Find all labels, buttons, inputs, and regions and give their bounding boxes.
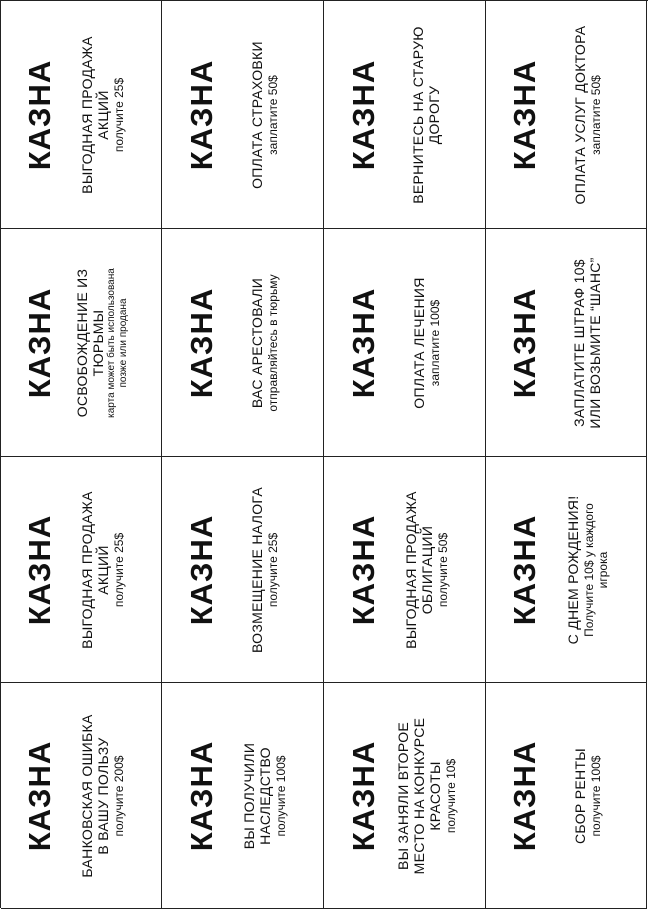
card-text: ЗАПЛАТИТЕ ШТРАФ 10$ ИЛИ ВОЗЬМИТЕ “ШАНС” (571, 256, 603, 429)
card-text: ОПЛАТА ЛЕЧЕНИЯ (410, 276, 426, 409)
card-text: ВЫГОДНАЯ ПРОДАЖА ОБЛИГАЦИЙ (402, 490, 434, 649)
card-body (543, 230, 631, 456)
card-text: ОПЛАТА СТРАХОВКИ (248, 40, 264, 189)
card-content (487, 685, 645, 907)
card-body (220, 685, 308, 907)
card-body (58, 459, 146, 681)
card-title: КАЗНА (183, 287, 219, 398)
card-title: КАЗНА (345, 740, 381, 851)
card-text: ОПЛАТА УСЛУГ ДОКТОРА (571, 25, 588, 204)
card-body (382, 685, 470, 907)
card-text: ОСВОБОЖДЕНИЕ ИЗ ТЮРЬМЫ (74, 268, 106, 417)
card (324, 1, 486, 229)
card (1, 683, 162, 909)
card-title: КАЗНА (345, 514, 381, 625)
card-text: ВЕРНИТЕСЬ НА СТАРУЮ ДОРОГУ (409, 25, 442, 204)
card-body (382, 230, 470, 456)
card-body (58, 685, 146, 907)
card-title: КАЗНА (507, 287, 542, 398)
card-title: КАЗНА (183, 740, 219, 851)
card-title: КАЗНА (507, 740, 542, 851)
card-amount: Получите 10$ у каждого игрока (581, 502, 610, 637)
card-body (58, 2, 146, 228)
card-note: карта может быть использована позже или продана (106, 267, 129, 418)
card-content (487, 459, 645, 681)
card-text: ВОЗМЕЩЕНИЕ НАЛОГА (248, 486, 264, 653)
card-amount: получите 100$ (588, 755, 603, 836)
card-amount: получите 100$ (273, 755, 287, 836)
card-body (382, 459, 470, 681)
card-content (164, 2, 322, 228)
card-title: КАЗНА (183, 514, 219, 625)
card-text: ВЫГОДНАЯ ПРОДАЖА АКЦИЙ (78, 490, 111, 649)
card-amount: получите 25$ (111, 77, 126, 152)
card-content (164, 459, 322, 681)
card-content (164, 685, 322, 907)
card-text: С ДНЕМ РОЖДЕНИЯ! (564, 495, 581, 644)
card (324, 683, 486, 909)
card-title: КАЗНА (22, 514, 57, 625)
card-title: КАЗНА (507, 59, 542, 170)
card (1, 1, 162, 229)
card-text: ВЫ ЗАНЯЛИ ВТОРОЕ МЕСТО НА КОНКУРСЕ КРАСОТЫ (394, 717, 442, 874)
card-content (2, 459, 160, 681)
card-text: ВАС АРЕСТОВАЛИ (248, 277, 264, 408)
card-content (326, 459, 484, 681)
card-body (220, 459, 308, 681)
card-body (543, 685, 631, 907)
card (486, 229, 647, 457)
card-text: ВЫГОДНАЯ ПРОДАЖА АКЦИЙ (78, 35, 111, 194)
card-amount: получите 25$ (265, 532, 279, 607)
card-title: КАЗНА (22, 740, 57, 851)
card-body (58, 230, 146, 456)
card-title: КАЗНА (22, 287, 57, 398)
card-content (326, 2, 484, 228)
card-amount: заплатите 50$ (588, 74, 603, 155)
card-body (543, 459, 631, 681)
card (324, 229, 486, 457)
card (486, 457, 647, 683)
card-title: КАЗНА (183, 59, 219, 170)
card-body (543, 2, 631, 228)
card (486, 1, 647, 229)
card-title: КАЗНА (345, 287, 381, 398)
card-content (2, 2, 160, 228)
card-content (164, 230, 322, 456)
card-content (2, 685, 160, 907)
card-text: ВЫ ПОЛУЧИЛИ НАСЛЕДСТВО (240, 742, 272, 849)
card-text: БАНКОВСКАЯ ОШИБКА В ВАШУ ПОЛЬЗУ (78, 713, 111, 878)
card (162, 683, 324, 909)
card-text: СБОР РЕНТЫ (571, 747, 588, 844)
card-body (220, 2, 308, 228)
card-amount: заплатите 100$ (427, 299, 441, 386)
card-amount: получите 10$ (443, 758, 457, 833)
card-amount: отправляйтесь в тюрьму (265, 273, 279, 412)
card (162, 229, 324, 457)
card-title: КАЗНА (345, 59, 381, 170)
card-content (326, 685, 484, 907)
card-amount: получите 25$ (111, 532, 126, 607)
card-content (487, 2, 645, 228)
card-body (220, 230, 308, 456)
card (162, 1, 324, 229)
card-content (487, 230, 645, 456)
card (324, 457, 486, 683)
card (162, 457, 324, 683)
card (1, 229, 162, 457)
card-body (382, 2, 470, 228)
card-title: КАЗНА (507, 514, 542, 625)
card-content (326, 230, 484, 456)
card (1, 457, 162, 683)
card-content (2, 230, 160, 456)
card-amount: заплатите 50$ (265, 74, 279, 155)
card-title: КАЗНА (22, 59, 57, 170)
card (486, 683, 647, 909)
card-amount: получите 50$ (435, 532, 449, 607)
card-amount: получите 200$ (111, 755, 126, 836)
